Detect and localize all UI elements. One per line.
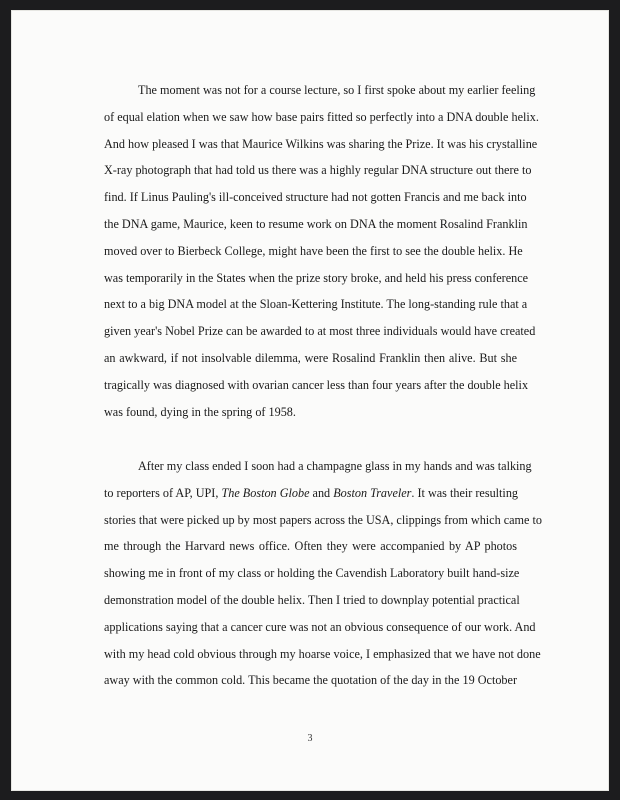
newspaper-title-globe: The Boston Globe	[221, 485, 310, 500]
text-line: applications saying that a cancer cure was not an obvious consequence of our work. And	[104, 619, 536, 634]
text-line: away with the common cold. This became the quotation of the day in the 19 October	[104, 673, 517, 688]
text-line: X-ray photograph that had told us there was a highly regular DNA structure out there to	[104, 163, 532, 178]
text-line: find. If Linus Pauling's ill-conceived structure had not gotten Francis and me back into	[104, 190, 527, 205]
text-line: me through the Harvard news office. Often they were accompanied by AP photos	[104, 539, 517, 554]
text-line: was found, dying in the spring of 1958.	[104, 404, 296, 419]
text-line: an awkward, if not insolvable dilemma, were Rosalind Franklin then alive. But she	[104, 350, 517, 365]
text-line: After my class ended I soon had a champagne glass in my hands and was talking	[138, 459, 532, 473]
paragraph-1	[104, 77, 539, 425]
newspaper-title-traveler: Boston Traveler	[333, 485, 412, 500]
text-line: moved over to Bierbeck College, might have been the first to see the double helix. He	[104, 243, 523, 258]
text-line: The moment was not for a course lecture, so I first spoke about my earlier feeling	[138, 83, 536, 97]
text-line: tragically was diagnosed with ovarian cancer less than four years after the double helix	[104, 377, 529, 392]
text-line: was temporarily in the States when the prize story broke, and held his press conference	[104, 270, 529, 285]
text-line: stories that were picked up by most papers across the USA, clippings from which came to	[104, 512, 542, 527]
text-segment: to reporters of AP, UPI,	[104, 485, 222, 500]
text-line: next to a big DNA model at the Sloan-Kettering Institute. The long-standing rule that a	[104, 297, 528, 312]
text-line: demonstration model of the double helix. Then I tried to downplay potential practical	[104, 592, 520, 607]
text-line: the DNA game, Maurice, keen to resume work on DNA the moment Rosalind Franklin	[104, 216, 528, 231]
text-line: given year's Nobel Prize can be awarded to at most three individuals would have created	[104, 324, 536, 339]
text-segment: and	[309, 485, 334, 500]
text-line: with my head cold obvious through my hoarse voice, I emphasized that we have not done	[104, 646, 541, 661]
text-line: of equal elation when we saw how base pairs fitted so perfectly into a DNA double helix.	[104, 109, 539, 124]
text-segment: . It was their resulting	[411, 485, 519, 500]
paragraph-2	[104, 453, 542, 694]
text-line-with-titles	[104, 480, 517, 507]
page-number: 3	[307, 733, 313, 744]
text-line: And how pleased I was that Maurice Wilkins was sharing the Prize. It was his crystalline	[104, 136, 538, 151]
text-line: showing me in front of my class or holding the Cavendish Laboratory built hand-size	[104, 566, 520, 581]
